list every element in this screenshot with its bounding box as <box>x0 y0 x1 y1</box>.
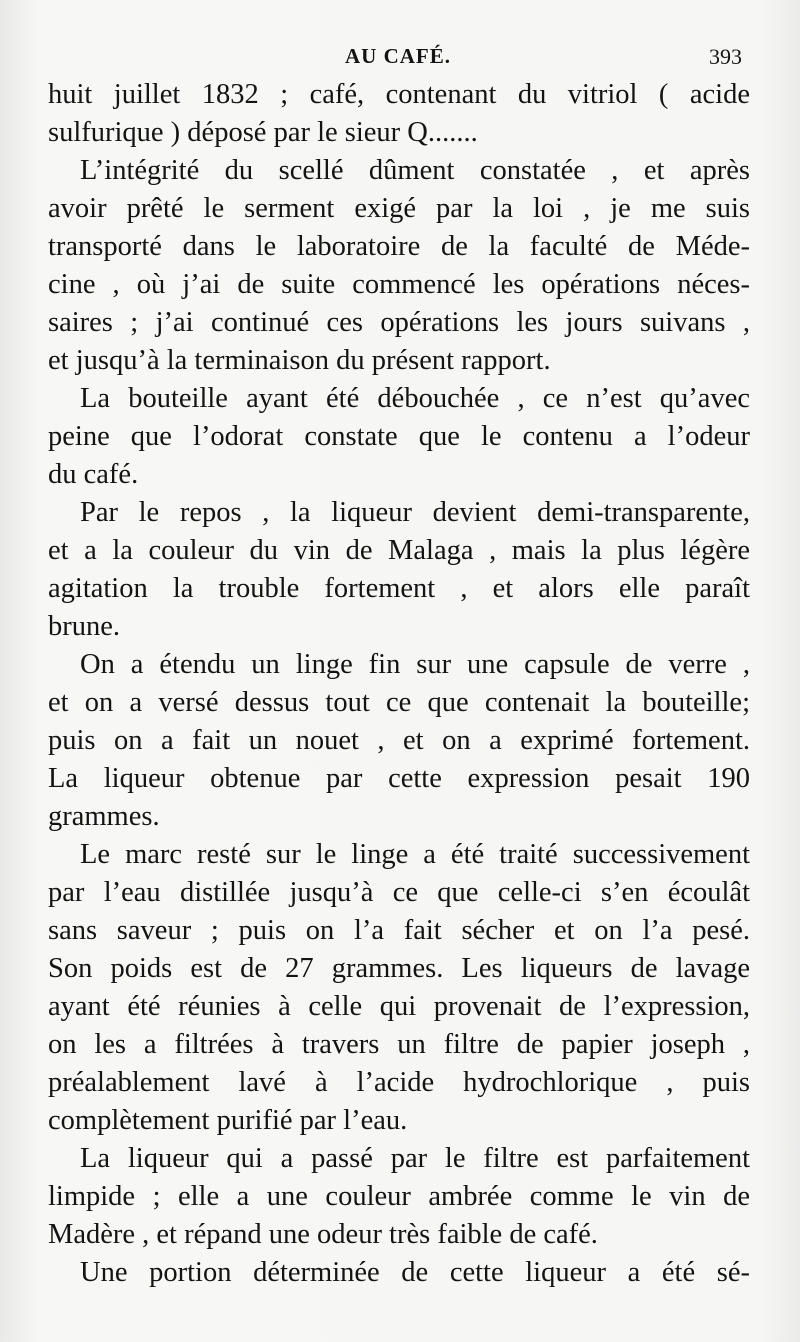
text-line: La liqueur obtenue par cette expression pesait 190 <box>48 763 750 794</box>
text-line: huit juillet 1832 ; café, contenant du vitriol ( acide <box>48 79 750 110</box>
text-line: et on a versé dessus tout ce que contenait la bouteille; <box>48 687 750 718</box>
text-line: du café. <box>48 459 139 490</box>
text-line: La liqueur qui a passé par le filtre est parfaitement <box>80 1143 750 1174</box>
text-line: grammes. <box>48 801 160 832</box>
text-line: Le marc resté sur le linge a été traité successivement <box>80 839 750 870</box>
text-line: ayant été réunies à celle qui provenait de l’expression, <box>48 991 750 1022</box>
text-line: agitation la trouble fortement , et alors elle paraît <box>48 573 750 604</box>
text-line: On a étendu un linge fin sur une capsule de verre , <box>80 649 750 680</box>
text-line: La bouteille ayant été débouchée , ce n’est qu’avec <box>80 383 750 414</box>
text-line: avoir prêté le serment exigé par la loi , je me suis <box>48 193 750 224</box>
text-line: brune. <box>48 611 121 642</box>
text-line: cine , où j’ai de suite commencé les opérations néces- <box>48 269 750 300</box>
page-number: 393 <box>709 44 742 69</box>
text-line: préalablement lavé à l’acide hydrochlorique , puis <box>48 1067 750 1098</box>
text-line: sulfurique ) déposé par le sieur Q....... <box>48 117 478 148</box>
text-line: Son poids est de 27 grammes. Les liqueurs de lavage <box>48 953 750 984</box>
text-line: limpide ; elle a une couleur ambrée comme le vin de <box>48 1181 750 1212</box>
text-line: on les a filtrées à travers un filtre de papier joseph , <box>48 1029 750 1060</box>
text-line: puis on a fait un nouet , et on a exprimé fortement. <box>48 725 750 756</box>
text-line: et jusqu’à la terminaison du présent rapport. <box>48 345 551 376</box>
body-text <box>48 76 750 1292</box>
text-line: Une portion déterminée de cette liqueur a été sé- <box>80 1257 750 1288</box>
text-line: saires ; j’ai continué ces opérations les jours suivans , <box>48 307 750 338</box>
text-line: sans saveur ; puis on l’a fait sécher et on l’a pesé. <box>48 915 750 946</box>
text-line: Par le repos , la liqueur devient demi-transparente, <box>80 497 750 528</box>
text-line: Madère , et répand une odeur très faible de café. <box>48 1219 598 1250</box>
running-head: AU CAFÉ. <box>345 44 451 68</box>
text-line: et a la couleur du vin de Malaga , mais la plus légère <box>48 535 750 566</box>
text-line: L’intégrité du scellé dûment constatée , et après <box>80 155 750 186</box>
text-line: complètement purifié par l’eau. <box>48 1105 408 1136</box>
text-line: par l’eau distillée jusqu’à ce que celle-ci s’en écoulât <box>48 877 750 908</box>
text-line: transporté dans le laboratoire de la faculté de Méde- <box>48 231 750 262</box>
page-header <box>48 40 748 76</box>
text-line: peine que l’odorat constate que le contenu a l’odeur <box>48 421 750 452</box>
